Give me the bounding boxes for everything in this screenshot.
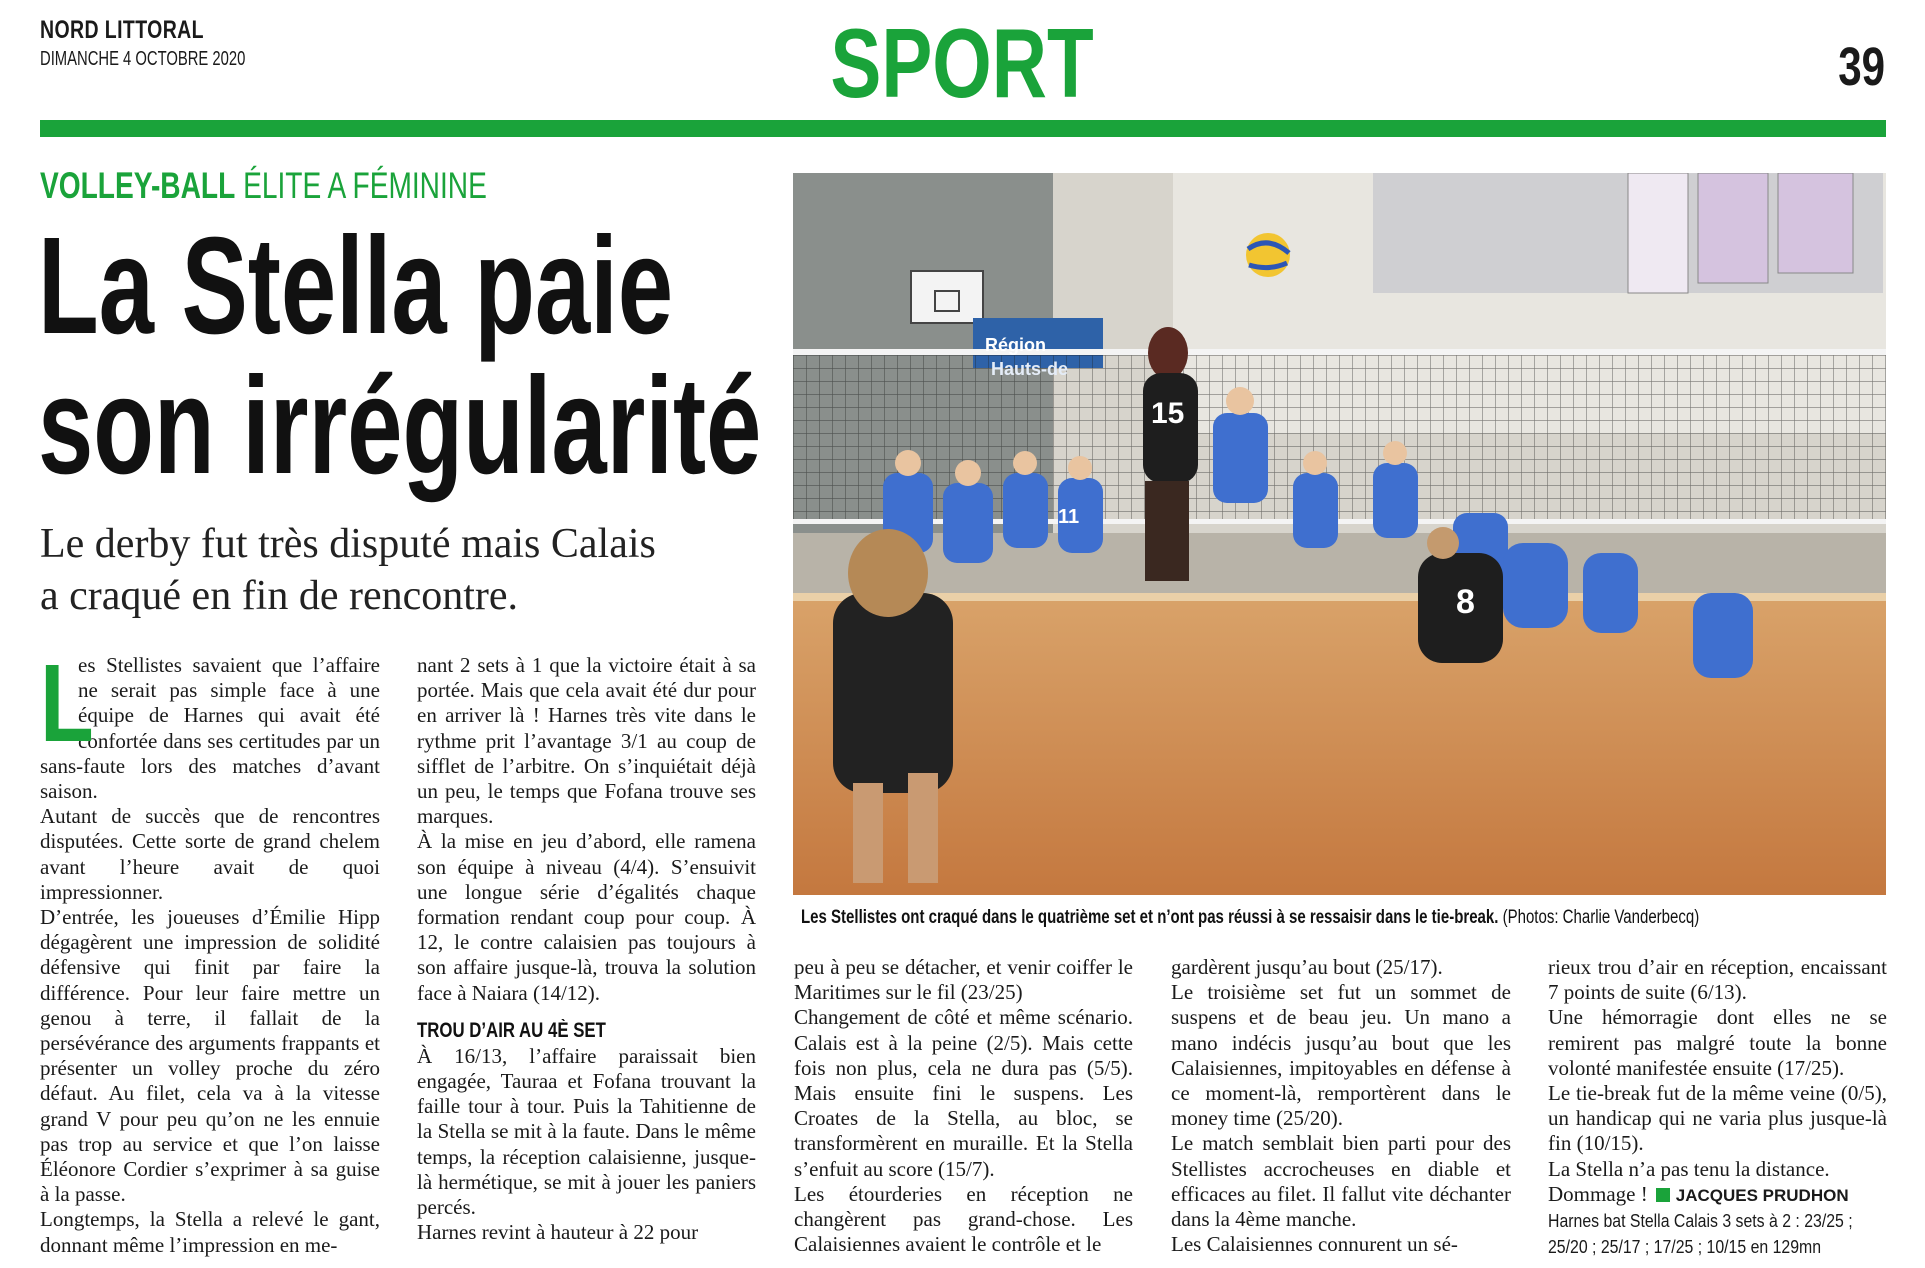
headline-line: son irrégularité <box>38 349 762 503</box>
article-paragraph: À la mise en jeu d’abord, elle ramena son équipe à niveau (4/4). S’ensuivit une longue série d’égalités chaque formation rendant coup pour coup. À 12, le contre calaisien pas toujours à son affaire jusque-là, trouva la solution face à Naiara (14/12). <box>417 829 756 1005</box>
publication-name: NORD LITTORAL <box>40 16 204 44</box>
article-paragraph: gardèrent jusqu’au bout (25/17). <box>1171 955 1443 979</box>
article-paragraph: rieux trou d’air en réception, encaissant 7 points de suite (6/13). <box>1548 955 1887 1005</box>
jersey-number: 8 <box>1456 583 1475 621</box>
article-paragraph: Les Calaisiennes connurent un sé- <box>1171 1232 1458 1257</box>
sign-hauts-text: Hauts-de <box>991 359 1069 379</box>
article-paragraph: Le troisième set fut un sommet de suspens et de beau jeu. Un mano a mano indécis jusqu’au bout que les Calaisiennes, impitoyables en défense à ce moment-là, remportèrent dans le money time (25/20). <box>1171 980 1511 1131</box>
standfirst-line: a craqué en fin de rencontre. <box>40 573 519 619</box>
article-paragraph: La Stella n’a pas tenu la distance. <box>1548 1156 1830 1181</box>
result-line: Harnes bat Stella Calais 3 sets à 2 : 23/25 ; <box>1548 1211 1853 1232</box>
standfirst-line: Le derby fut très disputé mais Calais <box>40 521 656 567</box>
article-paragraph: Harnes revint à hauteur à 22 pour <box>417 1220 699 1245</box>
article-paragraph: À 16/13, l’affaire paraissait bien engagée, Tauraa et Fofana trouvant la faille tour à tour. Puis la Tahitienne de la Stella se mit à la faute. Dans le même temps, la réception calaisienne, jusque-là hermétique, se mit à jouer les paniers percés. <box>417 1043 756 1220</box>
article-subhead: TROU D’AIR AU 4È SET <box>417 1018 606 1042</box>
sign-region-text: Région <box>985 335 1046 355</box>
end-mark-icon <box>1656 1188 1670 1202</box>
header-rule <box>40 120 1886 137</box>
jersey-number: 15 <box>1151 397 1185 430</box>
headline-line: La Stella paie <box>38 209 674 363</box>
article-paragraph: Le match semblait bien parti pour des Stellistes accrocheuses en diable et efficaces au filet. Il fallut vite déchanter dans la 4ème manche. <box>1171 1131 1511 1232</box>
article-signoff <box>1548 1182 1887 1208</box>
result-line: 25/20 ; 25/17 ; 17/25 ; 10/15 en 129mn <box>1548 1237 1822 1258</box>
photo-caption <box>801 907 1699 929</box>
drop-cap: L <box>40 642 94 765</box>
article-column-1 <box>40 642 380 1258</box>
closing-word: Dommage ! <box>1548 1181 1648 1206</box>
match-result <box>1548 1208 1882 1260</box>
section-title: SPORT <box>830 8 1094 118</box>
kicker-sport: VOLLEY-BALL <box>40 165 236 206</box>
article-paragraph: nant 2 sets à 1 que la victoire était à sa portée. Mais que cela avait été dur pour en arriver là ! Harnes très vite dans le rythme prit l’avantage 3/1 au coup de sifflet de l’arbitre. On s’inquiétait déjà un peu, le temps que Fofana trouve ses marques. <box>417 653 756 829</box>
photo-credit: (Photos: Charlie Vanderbecq) <box>1502 907 1700 928</box>
caption-text: Les Stellistes ont craqué dans le quatrième set et n’ont pas réussi à se ressaisir dans le tie-break. <box>801 907 1499 928</box>
page-number: 39 <box>1838 37 1885 97</box>
article-paragraph: D’entrée, les joueuses d’Émilie Hipp dégagèrent une impression de solidité défensive qui finit par faire la différence. Pour leur faire mettre un genou à terre, il fallait de la persévérance des arguments frappants et présenter un volley proche du zéro défaut. Au filet, cela va à la vitesse grand V pour peu qu’on ne les ennuie pas trop au service et que l’on laisse Éléonore Cordier s’exprimer à sa guise à la passe. <box>40 905 380 1207</box>
article-paragraph: Longtemps, la Stella a relevé le gant, donnant même l’impression en me- <box>40 1207 380 1257</box>
article-column-2 <box>417 653 756 1245</box>
publication-date: DIMANCHE 4 OCTOBRE 2020 <box>40 48 246 70</box>
kicker-league: ÉLITE A FÉMININE <box>243 165 487 206</box>
article-kicker <box>40 166 487 206</box>
article-photo <box>793 173 1886 895</box>
volleyball-match-photo <box>793 173 1886 895</box>
article-paragraph: es Stellistes savaient que l’affaire ne serait pas simple face à une équipe de Harnes qui avait été confortée dans ses certitudes par un sans-faute lors des matches d’avant saison. <box>40 653 380 804</box>
article-paragraph: Les étourderies en réception ne changèrent pas grand-chose. Les Calaisiennes avaient le contrôle et le <box>794 1181 1133 1257</box>
article-paragraph: Autant de succès que de rencontres disputées. Cette sorte de grand chelem avant l’heure avait de quoi impressionner. <box>40 804 380 904</box>
article-column-5 <box>1548 955 1887 1260</box>
article-paragraph: Le tie-break fut de la même veine (0/5), un handicap qui ne varia plus jusque-là fin (10/15). <box>1548 1081 1887 1156</box>
standfirst <box>40 518 760 622</box>
article-paragraph: Une hémorragie dont elles ne se remirent pas malgré toute la bonne volonté manifestée ensuite (17/25). <box>1548 1005 1887 1080</box>
headline <box>38 209 762 503</box>
article-column-4 <box>1171 955 1511 1257</box>
article-paragraph: Changement de côté et même scénario. Calais est à la peine (2/5). Mais cette fois non plus, cela ne dura pas (5/5). Mais ensuite fini le suspens. Les Croates de la Stella, au bloc, se transformèrent en muraille. Et la Stella s’enfuit au score (15/7). <box>794 1005 1133 1181</box>
article-paragraph: peu à peu se détacher, et venir coiffer le Maritimes sur le fil (23/25) <box>794 955 1133 1005</box>
article-column-3 <box>794 955 1133 1257</box>
author-signature: JACQUES PRUDHON <box>1675 1185 1849 1205</box>
jersey-number: 11 <box>1058 506 1080 528</box>
